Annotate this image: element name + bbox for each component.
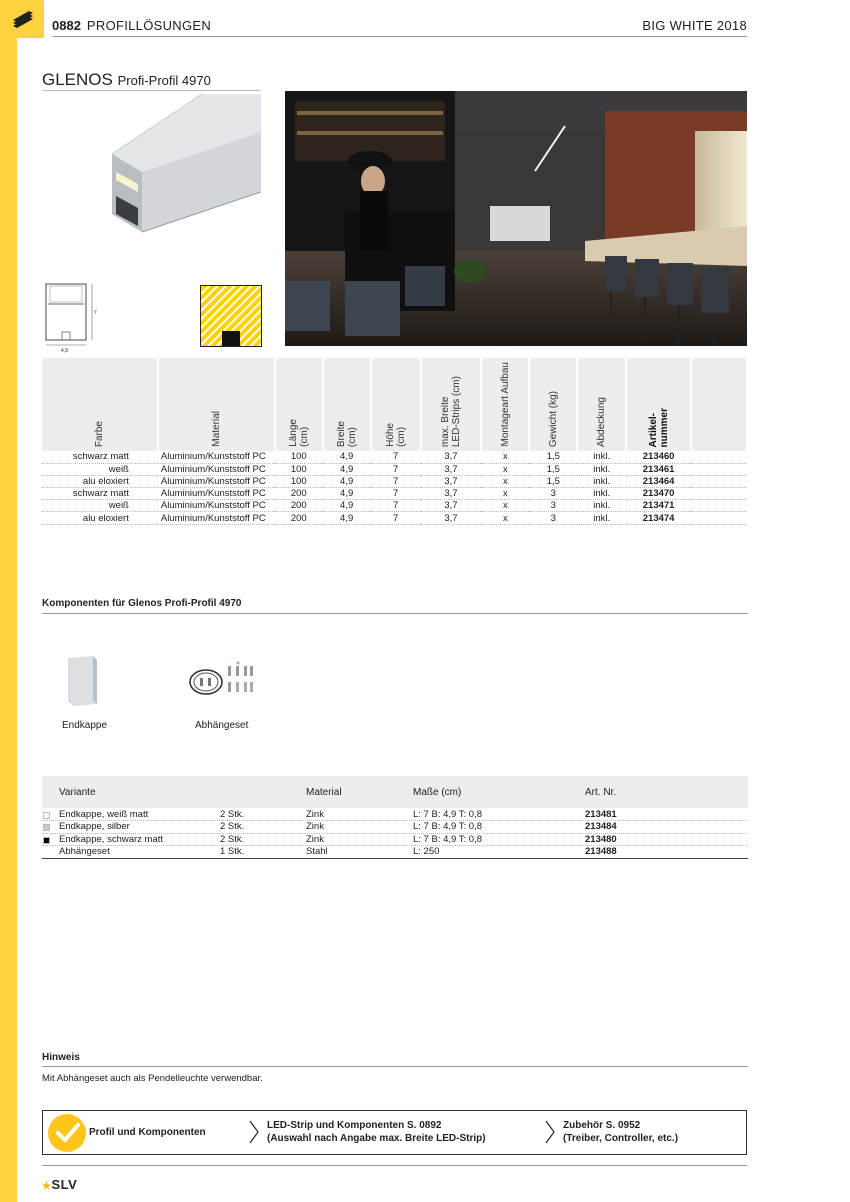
spec-cell: 4,9 [323,500,371,512]
dim-width-label: 4,9 [61,348,68,354]
component-qty: 2 Stk. [220,821,245,833]
component-dims: L: 7 B: 4,9 T: 0,8 [413,821,483,833]
spec-row [42,500,747,512]
spec-cell: 213461 [626,463,691,475]
spec-header-cell [481,358,529,451]
spec-header-cell [275,358,323,451]
color-swatch [43,824,50,831]
dim-height-label: 7 [94,310,97,316]
header-article: Art. Nr. [585,787,617,798]
chapter-title: PROFILLÖSUNGEN [86,18,212,33]
spec-cell: x [481,475,529,487]
component-variant: Endkappe, schwarz matt [59,833,164,845]
components-section-title: Komponenten für Glenos Profi-Profil 4970 [42,598,748,614]
spec-cell: Aluminium/Kunststoff PC [158,451,275,463]
spec-cell: x [481,488,529,500]
suspension-set-image [186,658,256,698]
spec-cell: 3,7 [421,475,482,487]
component-material: Zink [306,821,324,833]
title-divider [42,90,261,91]
spec-header-label: Montageart Aufbau [499,362,511,447]
spec-cell: alu eloxiert [42,512,158,524]
component-variant: Endkappe, weiß matt [59,809,149,820]
info-link-accessories-line2[interactable]: (Treiber, Controller, etc.) [563,1133,679,1144]
spec-header-label: Artikel- nummer [647,407,670,447]
check-icon [48,1114,86,1152]
info-box [42,1110,747,1155]
footer-divider [42,1165,747,1166]
slv-logo [42,1177,77,1192]
chevron-right-icon [249,1120,259,1144]
info-link-accessories-line1[interactable]: Zubehör S. 0952 [563,1120,641,1131]
spec-cell: 4,9 [323,463,371,475]
spec-row [42,451,747,463]
spec-header-label: Länge (cm) [287,419,310,447]
spec-cell: inkl. [577,500,626,512]
component-variant: Abhängeset [59,846,110,858]
header-variant: Variante [59,787,96,798]
spec-header-label: max. Breite LED-Strips (cm) [439,375,462,447]
spec-cell: 4,9 [323,475,371,487]
spec-cell: 200 [275,500,323,512]
spec-cell: alu eloxiert [42,475,158,487]
component-article: 213481 [585,809,617,820]
spec-header-label: Farbe [93,420,105,447]
spec-header-label: Breite (cm) [335,420,358,447]
spec-table [42,358,748,525]
spec-row [42,463,747,475]
spec-cell: 4,9 [323,451,371,463]
component-article: 213488 [585,846,617,858]
spec-cell-empty [691,500,747,512]
spec-cell-empty [691,488,747,500]
component-article: 213480 [585,833,617,845]
component-variant: Endkappe, silber [59,821,130,833]
product-title-sub: Profi-Profil 4970 [117,73,211,88]
spec-row [42,488,747,500]
components-table-header [42,776,748,808]
hint-text: Mit Abhängeset auch als Pendelleuchte verwendbar. [42,1073,263,1084]
dimension-drawing [42,282,102,354]
spec-cell: inkl. [577,475,626,487]
product-title [42,70,211,90]
page-header [52,17,747,37]
suspension-set-label: Abhängeset [195,720,249,731]
spec-cell: schwarz matt [42,451,158,463]
spec-table-body [42,451,747,524]
spec-cell: weiß [42,500,158,512]
spec-cell: 7 [371,475,421,487]
spec-cell: 4,9 [323,512,371,524]
spec-cell: weiß [42,463,158,475]
spec-cell: 213474 [626,512,691,524]
spec-header-cell [577,358,626,451]
spec-cell: 3,7 [421,463,482,475]
side-accent-bar [0,0,17,1202]
spec-cell: 213471 [626,500,691,512]
spec-header-label: Höhe (cm) [384,423,407,447]
spec-cell: x [481,463,529,475]
profile-stack-icon [12,8,34,28]
spec-cell: 100 [275,463,323,475]
brand-name: SLV [51,1177,78,1192]
spec-header-cell [529,358,577,451]
spec-cell: Aluminium/Kunststoff PC [158,500,275,512]
spec-cell: 7 [371,451,421,463]
spec-cell: 200 [275,512,323,524]
spec-cell: 100 [275,475,323,487]
spec-cell: inkl. [577,488,626,500]
spec-header-label: Abdeckung [596,396,608,447]
spec-header-cell [158,358,275,451]
info-link-led-line1[interactable]: LED-Strip und Komponenten S. 0892 [267,1120,442,1131]
component-qty: 2 Stk. [220,833,245,845]
component-material: Stahl [306,846,328,858]
spec-header-label: Gewicht (kg) [547,390,559,447]
component-material: Zink [306,809,324,820]
spec-cell-empty [691,475,747,487]
hint-title: Hinweis [42,1052,748,1067]
spec-cell: Aluminium/Kunststoff PC [158,488,275,500]
spec-header-cell [42,358,158,451]
header-dimensions: Maße (cm) [413,787,462,798]
component-qty: 1 Stk. [220,846,245,858]
header-material: Material [306,787,342,798]
corner-logo [0,0,44,38]
spec-cell: 3 [529,512,577,524]
info-link-led-line2[interactable]: (Auswahl nach Angabe max. Breite LED-Strip) [267,1133,486,1144]
spec-cell: Aluminium/Kunststoff PC [158,475,275,487]
spec-header-cell [323,358,371,451]
spec-cell: 4,9 [323,488,371,500]
product-image [42,92,261,272]
component-row [42,834,748,846]
spec-cell: 213470 [626,488,691,500]
spec-header-cell [691,358,747,451]
spec-cell: 7 [371,488,421,500]
spec-header-cell [626,358,691,451]
spec-cell: 3,7 [421,451,482,463]
spec-cell: 7 [371,500,421,512]
product-title-main: GLENOS [42,70,113,89]
component-qty: 2 Stk. [220,809,245,820]
spec-cell: 3,7 [421,512,482,524]
spec-cell: inkl. [577,451,626,463]
spec-row [42,475,747,487]
spec-cell: x [481,512,529,524]
spec-cell: x [481,500,529,512]
component-row [42,821,748,833]
spec-cell: Aluminium/Kunststoff PC [158,463,275,475]
spec-cell: 3 [529,488,577,500]
spec-cell: 100 [275,451,323,463]
spec-row [42,512,747,524]
page-number: 0882 [52,18,81,33]
color-swatch [43,837,50,844]
spec-cell: 7 [371,512,421,524]
spec-cell: 200 [275,488,323,500]
spec-cell: inkl. [577,463,626,475]
spec-cell: 1,5 [529,463,577,475]
component-article: 213484 [585,821,617,833]
spec-cell: 3 [529,500,577,512]
spec-cell: Aluminium/Kunststoff PC [158,512,275,524]
chevron-right-icon [545,1120,555,1144]
spec-cell: x [481,451,529,463]
component-material: Zink [306,833,324,845]
spec-cell: 213460 [626,451,691,463]
spec-header-cell [371,358,421,451]
component-dims: L: 250 [413,846,440,858]
spec-cell: schwarz matt [42,488,158,500]
bar-scene-photo [285,91,747,346]
spec-cell: 7 [371,463,421,475]
endcap-image [63,654,103,706]
endcap-label: Endkappe [62,720,108,731]
spec-cell: 1,5 [529,451,577,463]
component-dims: L: 7 B: 4,9 T: 0,8 [413,833,483,845]
spec-cell: 3,7 [421,500,482,512]
component-row [42,809,748,821]
light-beam-icon [200,285,262,347]
spec-cell-empty [691,512,747,524]
spec-cell: 3,7 [421,488,482,500]
spec-cell-empty [691,463,747,475]
info-main-label: Profil und Komponenten [89,1127,206,1138]
star-icon: ★ [42,1181,52,1192]
catalog-name: BIG WHITE 2018 [642,18,747,33]
spec-cell: 213464 [626,475,691,487]
spec-header-label: Material [210,411,222,447]
spec-header-row [42,358,747,451]
spec-cell: 1,5 [529,475,577,487]
spec-cell: inkl. [577,512,626,524]
spec-header-cell [421,358,482,451]
color-swatch [43,812,50,819]
component-row [42,846,748,858]
component-dims: L: 7 B: 4,9 T: 0,8 [413,809,483,820]
spec-cell-empty [691,451,747,463]
